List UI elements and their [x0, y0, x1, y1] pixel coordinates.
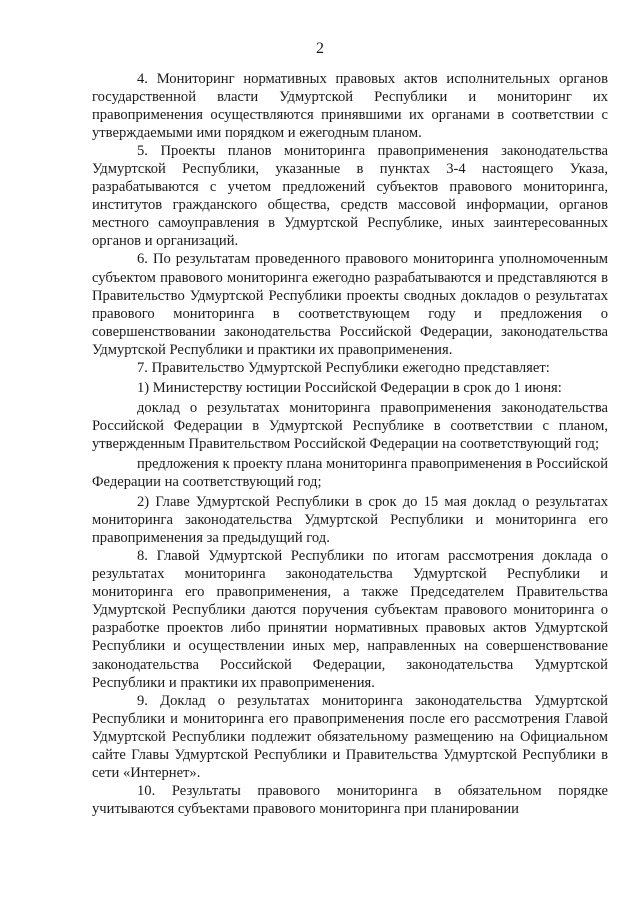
paragraph-7: 7. Правительство Удмуртской Республики ежегодно представляет: [137, 359, 550, 376]
document-body [92, 70, 608, 818]
paragraph-5: 5. Проекты планов мониторинга правоприменения законодательства Удмуртской Республики, указанные в пунктах 3-4 настоящего Указа, разрабатываются с учетом предложений субъектов правового мониторинга, институтов гражданского общества, средств массовой информации, органов местного самоуправления в Удмуртской Республике, иных заинтересованных органов и организаций. [92, 143, 608, 250]
paragraph-9: 9. Доклад о результатах мониторинга законодательства Удмуртской Республики и мониторинга его правоприменения после его рассмотрения Главой Удмуртской Республики подлежит обязательному размещению на Официальном сайте Главы Удмуртской Республики и Правительства Удмуртской Республики в сети «Интернет». [92, 692, 608, 781]
paragraph-4: 4. Мониторинг нормативных правовых актов исполнительных органов государственной власти Удмуртской Республики и мониторинг их правоприменения осуществляются принявшими их органами в соответствии с утверждаемыми ими порядком и ежегодным планом. [92, 71, 608, 142]
paragraph-10: 10. Результаты правового мониторинга в обязательном порядке учитываются субъектами правового мониторинга при планировании [92, 782, 608, 817]
paragraph-7-item-1-report: доклад о результатах мониторинга правоприменения законодательства Российской Федерации в Удмуртской Республике в соответствии с планом, утвержденным Правительством Российской Федерации на соответствующий год; [92, 399, 608, 452]
paragraph-6: 6. По результатам проведенного правового мониторинга уполномоченным субъектом правового мониторинга ежегодно разрабатываются и представляются в Правительство Удмуртской Республики проекты сводных докладов о результатах правового мониторинга в соответствующем году и предложения о совершенствовании законодательства Российской Федерации, законодательства Удмуртской Республики и практики их правоприменения. [92, 251, 608, 358]
paragraph-7-item-2: 2) Главе Удмуртской Республики в срок до 15 мая доклад о результатах мониторинга законодательства Удмуртской Республики и мониторинга его правоприменения за предыдущий год. [92, 494, 608, 547]
page-number: 2 [316, 40, 324, 57]
paragraph-7-item-1-proposals: предложения к проекту плана мониторинга правоприменения в Российской Федерации на соответствующий год; [92, 455, 608, 491]
paragraph-8: 8. Главой Удмуртской Республики по итогам рассмотрения доклада о результатах мониторинга законодательства Удмуртской Республики и мониторинга его правоприменения, а также Председателем Правительства Удмуртской Республики даются поручения субъектам правового мониторинга о разработке проектов либо принятии нормативных правовых актов Удмуртской Республики и осуществлении иных мер, направленных на совершенствование законодательства Российской Федерации, законодательства Удмуртской Республики и практики их правоприменения. [92, 548, 608, 691]
paragraph-7-item-1: 1) Министерству юстиции Российской Федерации в срок до 1 июня: [137, 379, 562, 396]
